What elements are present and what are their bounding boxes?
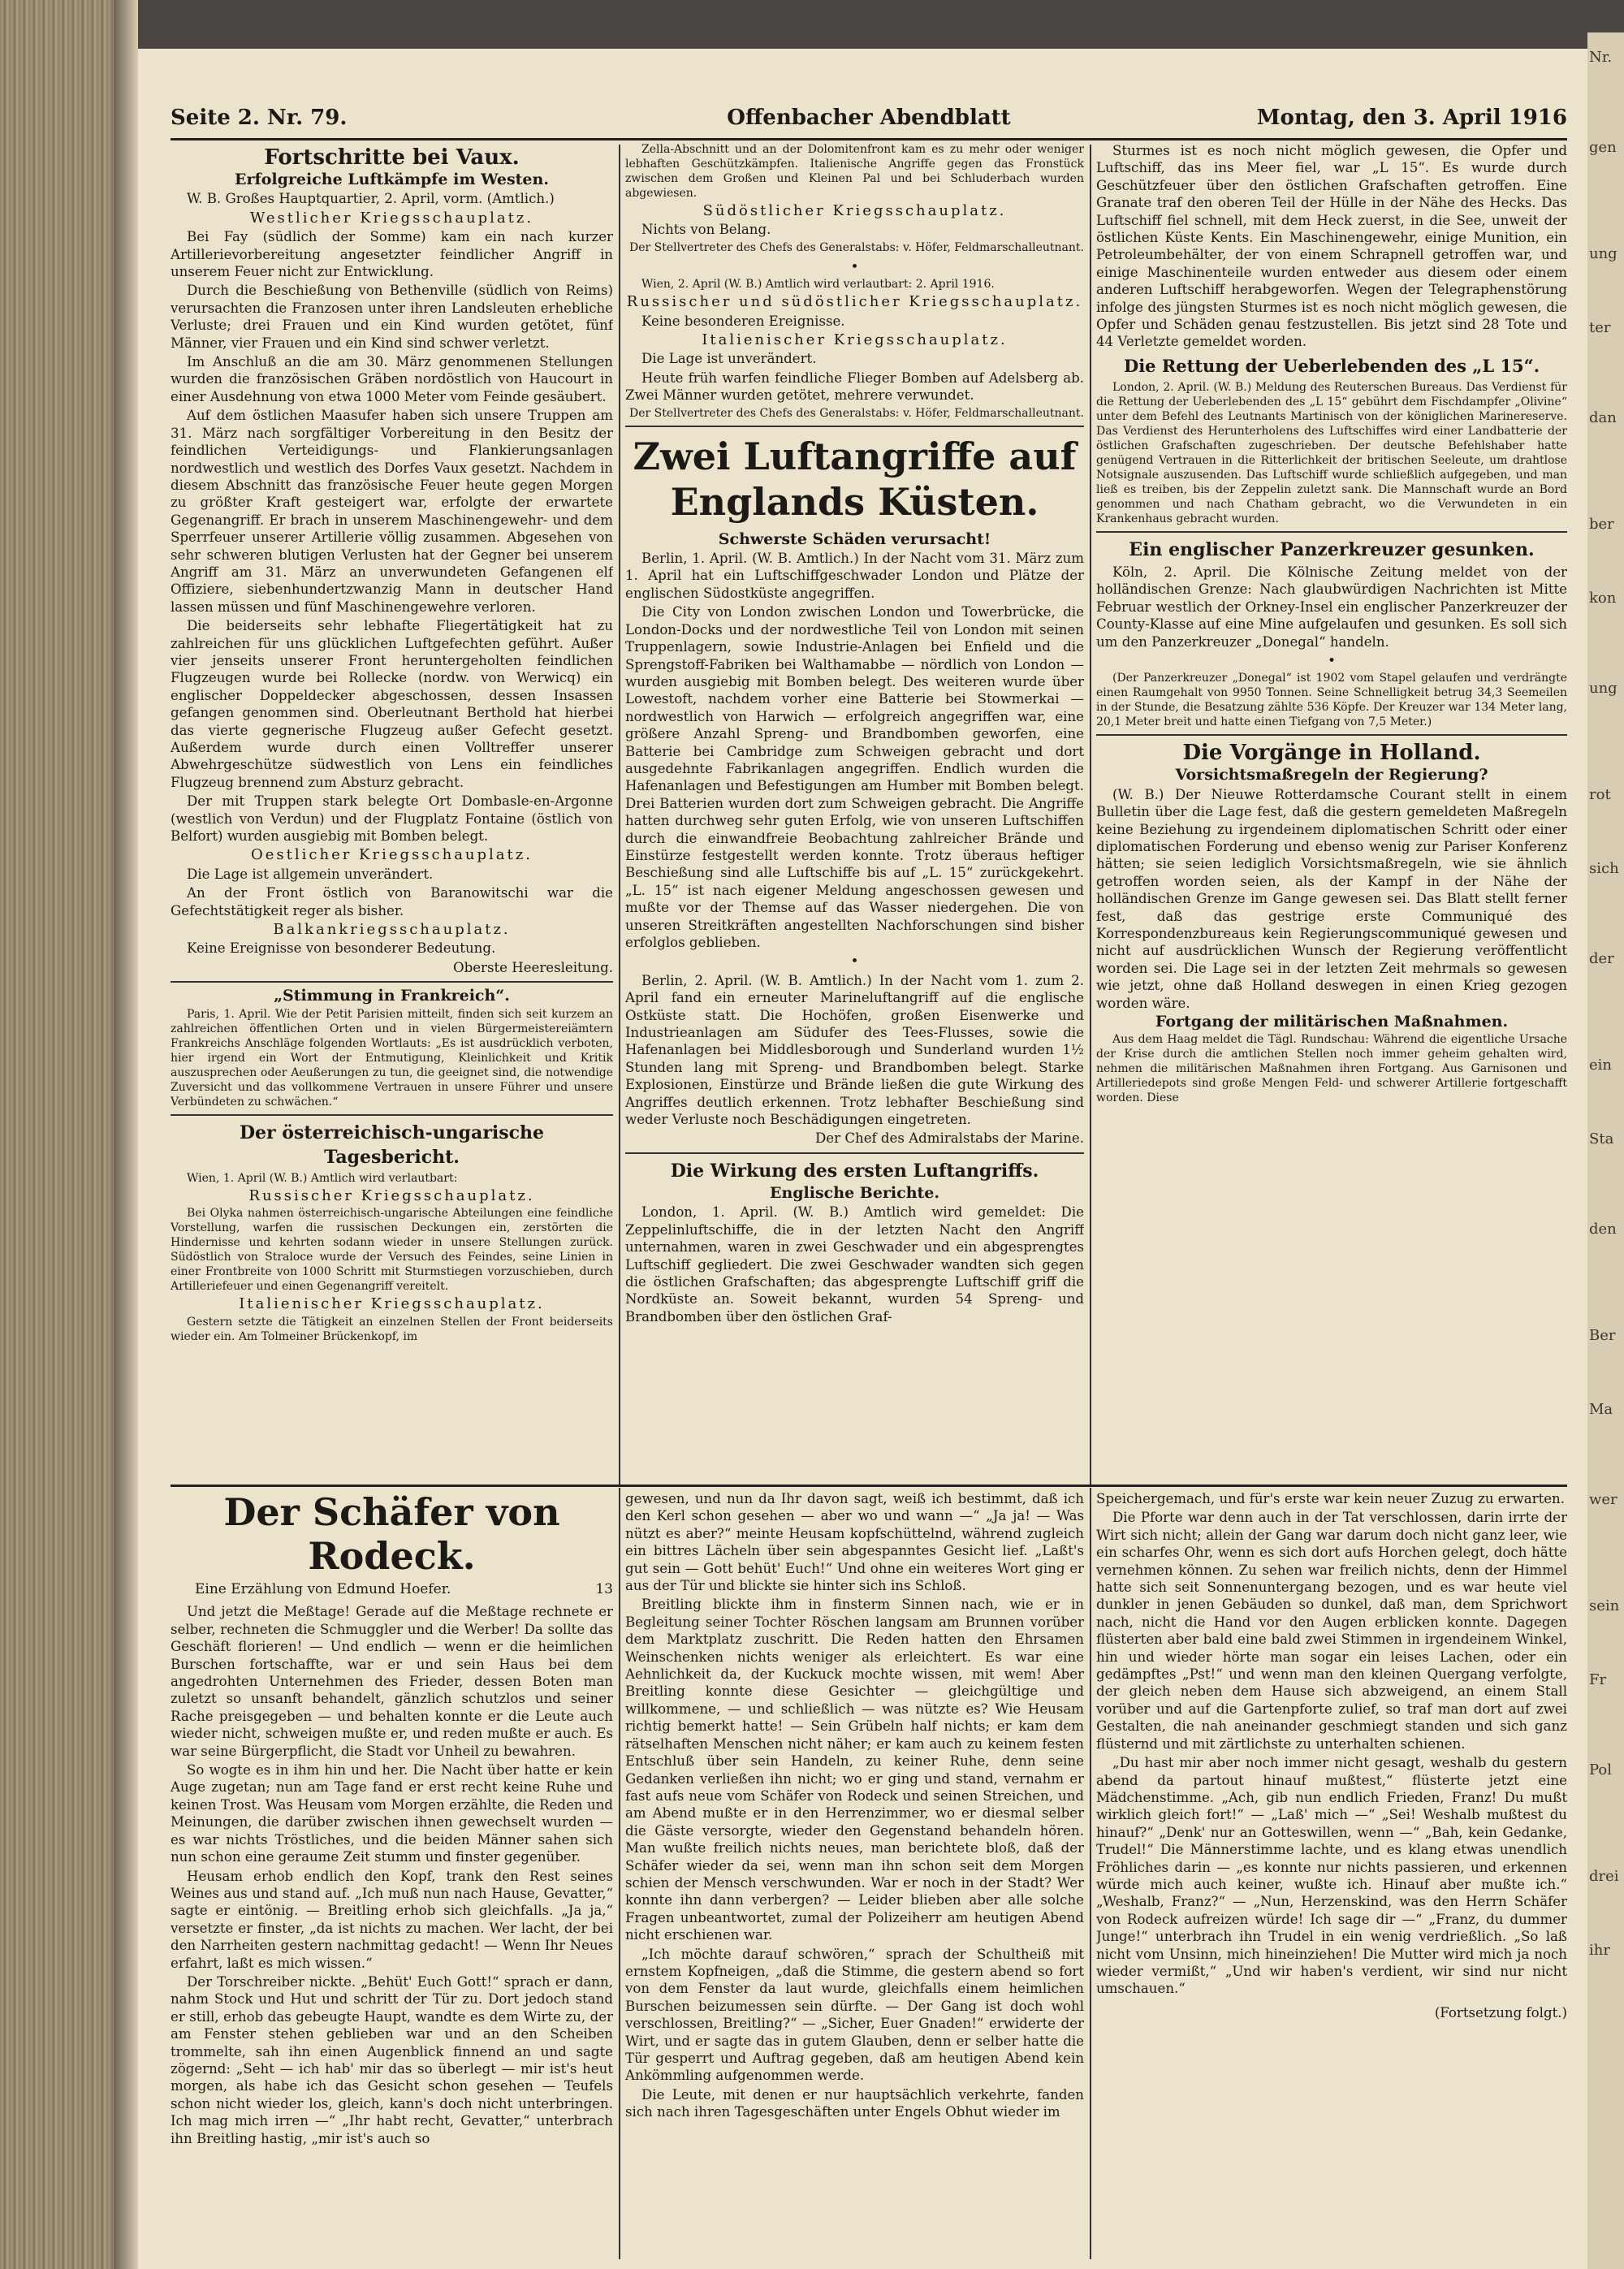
paragraph: Bei Olyka nahmen österreichisch-ungarische Abteilungen eine feindliche Vorstellung, warfen die russischen Deckungen ein, zerstörten die Hindernisse und kehrten sodann wieder in unsere Stellungen zurück. Südöstlich von Straloce wurde der Versuch des Feindes, seine Linien in einer Frontbreite von 1000 Schritt mit Sturmstiegen vorzuschieben, durch Artilleriefeuer und einen Gegenangriff vereitelt.: [171, 1207, 613, 1294]
next-page-fragment: drei: [1589, 1868, 1619, 1885]
section-head: Italienischer Kriegsschauplatz.: [239, 1295, 545, 1313]
serial-rule: [171, 1485, 1567, 1487]
next-page-fragment: Ber: [1589, 1327, 1616, 1344]
masthead: Offenbacher Abendblatt: [727, 106, 1011, 130]
article-title: Die Vorgänge in Holland.: [1182, 741, 1481, 766]
paragraph: Heute früh warfen feindliche Flieger Bomben auf Adelsberg ab. Zwei Männer wurden getötet, mehrere verwundet.: [625, 370, 1084, 404]
next-page-fragment: Pol: [1589, 1761, 1612, 1778]
separator: [1096, 531, 1567, 533]
article-title: Fortschritte bei Vaux.: [264, 145, 520, 170]
separator: [625, 426, 1084, 427]
paragraph: An der Front östlich von Baranowitschi war die Gefechtstätigkeit reger als bisher.: [171, 885, 613, 918]
signature: Oberste Heeresleitung.: [452, 959, 613, 975]
next-page-fragment: ein: [1589, 1057, 1613, 1074]
separator: [171, 981, 613, 983]
next-page-fragment: der: [1589, 950, 1614, 967]
article-title: Ein englischer Panzerkreuzer gesunken.: [1129, 538, 1535, 560]
section-head: Südöstlicher Kriegsschauplatz.: [702, 202, 1007, 219]
paragraph: Bei Fay (südlich der Somme) kam ein nach kurzer Artillerievorbereitung angesetzter feindlicher Angriff in unserem Feuer nicht zur Entwicklung.: [171, 229, 613, 280]
paragraph: Die Lage ist allgemein unverändert.: [187, 866, 434, 882]
paragraph: Sturmes ist es noch nicht möglich gewesen, die Opfer und Luftschiff, das ins Meer fiel, war „L 15“. Es wurde durch Geschützfeuer über den östlichen Grafschaften getroffen. Eine Granate traf den oberen Teil der Hülle in der Nähe des Hecks. Das Luftschiff fiel schnell, mit dem Heck zuerst, in die See, unweit der östlichen Küste Kents. Ein Maschinengewehr, einige Munition, ein Petroleumbehälter, der von einem Schrapnell getroffen war, und einige Maschinenteile wurden entweder aus diesem oder einem anderen Luftschiff herabgeworfen. Wegen der Telegraphenstörung infolge des jüngsten Sturmes ist es noch nicht möglich gewesen, die Opfer und Schäden genau festzustellen. Bis jetzt sind 28 Tote und 44 Verletzte gemeldet worden.: [1096, 143, 1567, 350]
section-head: Balkankriegsschauplatz.: [273, 921, 511, 939]
next-page-fragment: wer: [1589, 1491, 1618, 1508]
paragraph: (Der Panzerkreuzer „Donegal“ ist 1902 vom Stapel gelaufen und verdrängte einen Raumgehalt von 9950 Tonnen. Seine Schnelligkeit betrug 34,3 Seemeilen in der Stunde, die Besatzung zählte 536 Köpfe. Der Kreuzer war 134 Meter lang, 20,1 Meter breit und hatte einen Tiefgang von 7,5 Meter.): [1096, 672, 1567, 729]
next-page-fragment: ihr: [1589, 1942, 1610, 1959]
paragraph: Der Torschreiber nickte. „Behüt' Euch Gott!“ sprach er dann, nahm Stock und Hut und schritt der Tür zu. Dort jedoch stand er still, erhob das gebeugte Haupt, wandte es dem Wirte zu, der am Fenster stehen geblieben war und an den Scheiben trommelte, sah ihn einen Augenblick finnend an und sagte zögernd: „Seht — ich hab' mir das so überlegt — mir ist's heut morgen, als habe ich das Gesicht schon gesehen — Teufels schon nicht wieder los, gleich, kann's doch nicht unterbringen. Ich mag mich irren —“ „Ihr habt recht, Gevatter,“ unterbrach ihn Breitling hastig, „mir ist's auch so: [171, 1973, 613, 2146]
paragraph: Speichergemach, und für's erste war kein neuer Zuzug zu erwarten.: [1096, 1491, 1566, 1506]
article-title: Der österreichisch-ungarische Tagesbericht.: [239, 1122, 545, 1168]
paragraph: Berlin, 2. April. (W. B. Amtlich.) In der Nacht vom 1. zum 2. April fand ein erneuter Marineluftangriff auf die englische Ostküste statt. Die Hochöfen, großen Eisenwerke und Industrieanlagen am Südufer des Tees-Flusses, sowie die Hafenanlagen bei Middlesborough und Sunderland wurden 1½ Stunden lang mit Spreng- und Brandbomben belegt. Starke Explosionen, Einstürze und Brände ließen die gute Wirkung des Angriffes deutlich erkennen. Trotz lebhafter Beschießung sind weder Verluste noch Beschädigungen eingetreten.: [625, 972, 1084, 1128]
next-page-fragment: sein: [1589, 1597, 1620, 1614]
paragraph: Die Pforte war denn auch in der Tat verschlossen, darin irrte der Wirt sich nicht; allein der Gang war darum doch nicht ganz leer, wie ein scharfes Ohr, wenn es sich dort aufs Horchen gelegt, doch hätte vernehmen können. Zu sehen war freilich nichts, denn der Himmel hatte sich seit Sonnenuntergang bezogen, und es war heute viel dunkler in jenen Gebäuden so dunkel, daß man, dem Sprichwort nach, nicht die Hand vor den Augen erblicken konnte. Dagegen flüsterten aber bald eine bald zwei Stimmen in irgendeinem Winkel, hin und wieder hörte man sogar ein leises Lachen, oder ein gedämpftes „Pst!“ und wenn man den kleinen Quergang verfolgte, der gleich neben dem Hause sich abzweigend, an einem Stall vorüber und auf die Gartenpforte zulief, so traf man dort auf zwei Gestalten, die nah aneinander geschmiegt standen und sich ganz flüsternd und mit zärtlichste zu unterhalten schienen.: [1096, 1510, 1567, 1752]
next-page-fragment: den: [1589, 1221, 1617, 1238]
paragraph: London, 1. April. (W. B.) Amtlich wird gemeldet: Die Zeppelinluftschiffe, die in der letzten Nacht den Angriff unternahmen, waren in zwei Geschwader und ein abgesprengtes Luftschiff gegliedert. Die zwei Geschwader wandten sich gegen die östlichen Grafschaften; das abgesprengte Luftschiff griff die Nordküste an. Soweit bekannt, wurden 54 Spreng- und Brandbomben über den östlichen Graf-: [625, 1204, 1084, 1325]
paragraph: Die beiderseits sehr lebhafte Fliegertätigkeit hat zu zahlreichen für uns glücklichen Luftgefechten geführt. Außer vier jenseits unserer Front heruntergeholten feindlichen Flugzeugen wurde bei Rollecke (nordw. von Werwicq) ein englischer Doppeldecker abgeschossen, dessen Insassen gefangen genommen sind. Oberleutnant Berthold hat hierbei das vierte gegnerische Flugzeug außer Gefecht gesetzt. Außerdem wurde durch einen Volltreffer unserer Abwehrgeschütze südwestlich von Lens ein feindliches Flugzeug brennend zum Absturz gebracht.: [171, 618, 613, 790]
next-page-fragment: Sta: [1589, 1130, 1614, 1147]
next-page-fragment: kon: [1589, 590, 1617, 607]
paragraph: Paris, 1. April. Wie der Petit Parisien mitteilt, finden sich seit kurzem an zahlreichen öffentlichen Orten und in vielen Bürgermeistereiämtern Frankreichs Anschläge folgenden Wortlauts: „Es ist ausdrücklich verboten, hier irgend ein Wort der Entmutigung, Kleinlichkeit und Kritik auszusprechen oder Aeußerungen zu tun, die geeignet sind, die notwendige Zuversicht und das vollkommene Vertrauen in unsere Führer und unsere Verbündeten zu schwächen.“: [171, 1007, 613, 1109]
divider-dot: •: [850, 953, 859, 970]
paragraph: (W. B.) Der Nieuwe Rotterdamsche Courant stellt in einem Bulletin über die Lage fest, daß die gestern gemeldeten Maßregeln keine Beziehung zu irgendeinem diplomatischen Schritt oder einer diplomatischen Forderung und ebenso wenig zur Pariser Konferenz hätten; sie seien lediglich Vorsichtsmaßregeln, wie sie ähnlich getroffen worden seien, als der Kampf in der Nähe der holländischen Grenze im Gange gewesen sei. Das Blatt stellt ferner fest, daß das gestrige erste Communiqué des Korrespondenzbureaus kein Regierungscommuniqué gewesen und nicht auf ausdrücklichen Wunsch der Regierung veröffentlicht worden sei. Die Lage sei in der letzten Zeit mehrmals so gewesen wie jetzt, ohne daß Holland deswegen in einen Krieg gezogen worden wäre.: [1096, 786, 1567, 1011]
separator: [171, 1114, 613, 1116]
signature: Der Chef des Admiralstabs der Marine.: [814, 1130, 1084, 1147]
paragraph: Die Lage ist unverändert.: [641, 351, 817, 367]
separator: [1096, 734, 1567, 736]
next-page-fragment: Fr: [1589, 1671, 1607, 1688]
next-page-fragment: gen: [1589, 139, 1617, 156]
paragraph: So wogte es in ihm hin und her. Die Nacht über hatte er kein Auge zugetan; nun am Tage fand er erst recht keine Ruhe und keinen Trost. Was Heusam vom Morgen erzählte, die Reden und Meinungen, die darüber zwischen ihnen gewechselt wurden — es war nichts Tröstliches, und die beiden Männer sahen sich nun schon eine geraume Zeit stumm und finster gegenüber.: [171, 1762, 613, 1865]
next-page-fragment: dan: [1589, 409, 1617, 426]
next-page-fragment: ber: [1589, 516, 1614, 533]
article-title: Die Rettung der Ueberlebenden des „L 15“.: [1123, 355, 1540, 376]
article-subtitle: Vorsichtsmaßregeln der Regierung?: [1175, 766, 1488, 784]
article-subtitle: Englische Berichte.: [769, 1183, 940, 1202]
paragraph: Nichts von Belang.: [641, 222, 771, 238]
paragraph: Gestern setzte die Tätigkeit an einzelnen Stellen der Front beiderseits wieder ein. Am Tolmeiner Brückenkopf, im: [171, 1315, 613, 1343]
paragraph: Keine Ereignisse von besonderer Bedeutung.: [187, 940, 496, 957]
article-title: Die Wirkung des ersten Luftangriffs.: [670, 1160, 1039, 1182]
section-head: Italienischer Kriegsschauplatz.: [702, 331, 1008, 349]
continued-note: (Fortsetzung folgt.): [1434, 2004, 1567, 2020]
paragraph: Und jetzt die Meßtage! Gerade auf die Meßtage rechnete er selber, rechneten die Schmuggler und die Werber! Da sollte das Geschäft florieren! — Und endlich — wenn er die heimlichen Burschen fortschaffte, war er und sein Haus bei dem angedrohten Unternehmen des Frieder, dessen Boten man zuletzt so unsanft behandelt, gänzlich schutzlos und seiner Rache preisgegeben — und behalten konnte er die Leute auch wieder nicht, schweigen mußte er, und reden mußte er auch. Es war seine Bürgerpflicht, die Stadt vor Unheil zu bewahren.: [171, 1604, 613, 1759]
paragraph: Köln, 2. April. Die Kölnische Zeitung meldet von der holländischen Grenze: Nach glaubwürdigen Nachrichten ist Mitte Februar westlich der Orkney-Insel ein englischer Panzerkreuzer der County-Klasse auf eine Mine aufgelaufen und gesunken. Es soll sich um den Panzerkreuzer „Donegal“ handeln.: [1096, 564, 1567, 650]
article-subtitle: Erfolgreiche Luftkämpfe im Westen.: [235, 171, 549, 188]
headline: Zwei Luftangriffe auf Englands Küsten.: [633, 434, 1077, 524]
paragraph: Aus dem Haag meldet die Tägl. Rundschau: Während die eigentliche Ursache der Krise durch die amtlichen Stellen noch immer geheim gehalten wird, nehmen die militärischen Maßnahmen ihren Fortgang. Aus Garnisonen und Artilleriedepots sind große Mengen Feld- und schwerer Artillerie fortgeschafft worden. Diese: [1096, 1033, 1567, 1105]
column-1: [171, 142, 613, 1482]
column-rule: [1090, 145, 1091, 1485]
separator: [625, 1152, 1084, 1154]
next-page-fragment: ter: [1589, 319, 1611, 336]
column-2: [625, 142, 1084, 1482]
binding-edge: [114, 0, 138, 2269]
dateline: Wien, 2. April (W. B.) Amtlich wird verlautbart: 2. April 1916.: [641, 278, 995, 292]
paragraph: Die City von London zwischen London und Towerbrücke, die London-Docks und der nordwestliche Teil von London mit seinen Truppenlagern, sowie Industrie-Anlagen bei Enfield und die Sprengstoff-Fabriken bei Walthamabbe — nördlich von London — wurden ausgiebig mit Bomben belegt. Des weiteren wurde über Lowestoft, nachdem vorher eine Batterie bei Stowmerkai — nordwestlich von Harwich — erfolgreich angegriffen war, eine größere Anzahl Spreng- und Brandbomben geworfen, eine Batterie bei Cambridge zum Schweigen gebracht und dort ausgedehnte Fabrikanlagen angegriffen. Endlich wurden die Hafenanlagen und Befestigungen am Humber mit Bomben belegt. Drei Batterien wurden dort zum Schweigen gebracht. Die Angriffe hatten durchweg sehr guten Erfolg, wie von unseren Luftschiffen durch die einwandfreie Beobachtung zahlreicher Brände und Einstürze festgestellt werden konnte. Trotz überaus heftiger Beschießung sind alle Luftschiffe bis auf „L. 15“ zurückgekehrt. „L. 15“ ist nach eigener Meldung angeschossen gewesen und mußte vor der Themse auf das Wasser niedergehen. Die von unseren Streitkräften angestellten Nachforschungen sind bisher erfolglos geblieben.: [625, 604, 1084, 950]
next-page-fragment: ung: [1589, 245, 1618, 262]
dateline: Wien, 1. April (W. B.) Amtlich wird verlautbart:: [187, 1171, 458, 1185]
section-head: Oestlicher Kriegsschauplatz.: [251, 846, 533, 864]
signature: Der Stellvertreter des Chefs des Generalstabs: v. Höfer, Feldmarschalleutnant.: [628, 240, 1084, 254]
newspaper-page: [138, 49, 1587, 2269]
article-title: „Stimmung in Frankreich“.: [274, 987, 510, 1005]
dateline: W. B. Großes Hauptquartier, 2. April, vorm. (Amtlich.): [187, 191, 555, 207]
next-page-fragment: rot: [1589, 786, 1611, 803]
divider-dot: •: [850, 258, 859, 274]
paragraph: „Du hast mir aber noch immer nicht gesagt, weshalb du gestern abend da partout hinauf mußtest,“ flüsterte jetzt eine Mädchenstimme. „Ach, gib nun endlich Frieden, Franz! Du mußt wirklich gleich fort!“ — „Laß' mich —“ „Sei! Weshalb mußtest du hinauf?“ „Denk' nur an Gotteswillen, wenn —“ „Bah, kein Gedanke, Trudel!“ Die Männerstimme lachte, und es klang etwas unendlich Fröhliches darin — „es konnte nur nichts passieren, und erkennen würde mich auch keiner, wußte ich. Hinauf aber mußte ich.“ „Weshalb, Franz?“ — „Nun, Herzenskind, was den Herrn Schäfer von Rodeck aufreizen würde! Ich sage dir —“ „Franz, du dummer Junge!“ unterbrach ihn Trudel in ein wenig verdrießlich. „So laß nicht vom Unsinn, mich hineinziehen! Die Mutter wird mich ja noch wieder vermißt,“ „Und wir haben's verdient, wir sind nur nicht umschauen.“: [1096, 1755, 1567, 1997]
column-rule: [619, 1488, 620, 2259]
paragraph: Die Leute, mit denen er nur hauptsächlich verkehrte, fanden sich nach ihren Tagesgeschäften unter Engels Obhut wieder im: [625, 2086, 1084, 2120]
serial-byline: [195, 1581, 613, 1598]
column-rule: [619, 145, 620, 1485]
paragraph: London, 2. April. (W. B.) Meldung des Reuterschen Bureaus. Das Verdienst für die Rettung der Ueberlebenden des „L 15“ gebührt dem Fischdampfer „Olivine“ unter dem Befehl des Leutnants Martinisch von der königlichen Marinereserve. Das Verdienst des Herunterholens des Luftschiffes wird einer Landbatterie der östlichen Grafschaften zugeschrieben. Der deutsche Befehlshaber hatte genügend Vertrauen in die Ritterlichkeit der britischen Seeleute, um drahtlose Notsignale auszusenden. Das Luftschiff wurde schließlich aufgegeben, und man ließ es treiben, bis der Zeppelin zuletzt sank. Die Mannschaft wurde an Bord genommen und nach Chatham gebracht, wo die Verwundeten in ein Krankenhaus gebracht wurden.: [1096, 380, 1567, 525]
paragraph: Keine besonderen Ereignisse.: [641, 313, 845, 329]
next-page-fragment: sich: [1589, 860, 1619, 877]
serial-title: Der Schäfer von Rodeck.: [223, 1490, 560, 1578]
section-head: Russischer Kriegsschauplatz.: [248, 1186, 535, 1204]
column-rule: [1090, 1488, 1091, 2259]
section-head: Westlicher Kriegsschauplatz.: [249, 209, 534, 227]
paragraph: Berlin, 1. April. (W. B. Amtlich.) In der Nacht vom 31. März zum 1. April hat ein Luftschiffgeschwader London und Plätze der englischen Südostküste angegriffen.: [625, 551, 1084, 601]
paragraph: Durch die Beschießung von Bethenville (südlich von Reims) verursachten die Franzosen unter ihren Landsleuten erhebliche Verluste; drei Frauen und ein Kind wurden getötet, fünf Männer, vier Frauen und ein Kind sind schwer verletzt.: [171, 283, 613, 351]
page-header: [171, 106, 1567, 140]
headline-sub: Schwerste Schäden verursacht!: [718, 529, 991, 548]
serial-column-1: [171, 1490, 613, 2262]
next-page-edge: [1587, 32, 1624, 2269]
section-head: Russischer und südöstlicher Kriegsschauplatz.: [626, 293, 1083, 311]
section-head: Fortgang der militärischen Maßnahmen.: [1155, 1013, 1509, 1031]
next-page-fragment: Nr.: [1589, 49, 1613, 66]
next-page-fragment: Ma: [1589, 1401, 1613, 1418]
column-3: [1096, 142, 1567, 1482]
issue-date: Montag, den 3. April 1916: [1256, 106, 1567, 130]
paragraph: Zella-Abschnitt und an der Dolomitenfront kam es zu mehr oder weniger lebhaften Geschützkämpfen. Italienische Angriffe gegen das Fronstück zwischen dem Großen und Kleinen Pal und bei Schluderbach wurden abgewiesen.: [625, 143, 1084, 200]
book-binding: [0, 0, 114, 2269]
serial-part-number: 13: [595, 1581, 613, 1597]
paragraph: Breitling blickte ihm in finsterm Sinnen nach, wie er in Begleitung seiner Tochter Röschen langsam am Brunnen vorüber dem Marktplatz zuschritt. Die Reden hatten den Ehrsamen Weinschenken nichts weniger als erleichtert. Es war eine Aehnlichkeit da, der Kuckuck mochte wissen, mit wem! Aber Breitling konnte diese Gesichter — gleichgültige und willkommene, — und schließlich — was nützte es? Wie Heusam richtig bemerkt hatte! — Sein Grübeln half nichts; er kam dem rätselhaften Menschen nicht näher; er kam auch zu keinem festen Entschluß über sein Handeln, zu keiner Ruhe, denn seine Gedanken verließen ihn nicht; wo er ging und stand, vernahm er fast aufs neue vom Schäfer von Rodeck und seinen Streichen, und am Abend mußte er in den Herrenzimmer, wo er diesmal selber die Gäste versorgte, wieder den Gegenstand behandeln hören. Man wußte freilich nichts neues, man berichtete bloß, daß der Schäfer wieder da sei, wenn man ihn schon seit dem Morgen schien der Mensch verschwunden. War er noch in der Stadt? Wer konnte ihn dann verbergen? — Leider blieben aber alle solche Fragen unbeantwortet, zumal der Polizeiherr am heutigen Abend nicht erschienen war.: [625, 1597, 1084, 1943]
serial-author: Eine Erzählung von Edmund Hoefer.: [195, 1581, 451, 1597]
next-page-fragment: ung: [1589, 680, 1618, 697]
signature: Der Stellvertreter des Chefs des Generalstabs: v. Höfer, Feldmarschalleutnant.: [628, 406, 1084, 420]
paragraph: gewesen, und nun da Ihr davon sagt, weiß ich bestimmt, daß ich den Kerl schon gesehen — aber wo und wann —“ „Ja ja! — Was nützt es aber?“ meinte Heusam kopfschüttelnd, während zugleich ein bittres Lächeln über sein abgespanntes Gesicht lief. „Laßt's gut sein — Gott behüt' Euch!“ Und ohne ein weiteres Wort ging er aus der Tür und blickte sie hinter sich ins Schloß.: [625, 1491, 1084, 1594]
serial-column-3: [1096, 1490, 1567, 2262]
paragraph: Auf dem östlichen Maasufer haben sich unsere Truppen am 31. März nach sorgfältiger Vorbereitung in den Besitz der feindlichen Verteidigungs- und Flankierungsanlagen nordwestlich und westlich des Dorfes Vaux gesetzt. Nachdem in diesem Abschnitt das französische Feuer heute gegen Morgen zu größter Kraft gesteigert war, erfolgte der erwartete Gegenangriff. Er brach in unserem Maschinengewehr- und dem Sperrfeuer unserer Artillerie völlig zusammen. Abgesehen von sehr schweren blutigen Verlusten hat der Gegner bei unserem Angriff am 31. März an unverwundeten Gefangenen elf Offiziere, siebenhundertzwanzig Mann in deutscher Hand lassen müssen und fünf Maschinengewehre verloren.: [171, 408, 613, 615]
paragraph: Im Anschluß an die am 30. März genommenen Stellungen wurden die französischen Gräben nordöstlich von Haucourt in einer Ausdehnung von etwa 1000 Meter vom Feinde gesäubert.: [171, 354, 613, 404]
page-number: Seite 2. Nr. 79.: [171, 106, 348, 130]
paragraph: Der mit Truppen stark belegte Ort Dombasle-en-Argonne (westlich von Verdun) und der Flugplatz Fontaine (östlich von Belfort) wurden ausgiebig mit Bomben belegt.: [171, 793, 613, 845]
paragraph: Heusam erhob endlich den Kopf, trank den Rest seines Weines aus und stand auf. „Ich muß nun nach Hause, Gevatter,“ sagte er eintönig. — Breitling erhob sich gleichfalls. „Ja ja,“ versetzte er finster, „da ist nichts zu machen. Wer lacht, der bei den Narrheiten gestern nachmittag gedacht! — Wenn Ihr Neues erfahrt, laßt es mich wissen.“: [171, 1868, 613, 1971]
paragraph: „Ich möchte darauf schwören,“ sprach der Schultheiß mit ernstem Kopfneigen, „daß die Stimme, die gestern abend so fort von dem Fenster da laut wurde, gleichfalls einem heimlichen Burschen beizumessen sein dürfte. — Der Gang ist doch wohl verschlossen, Breitling?“ — „Sicher, Euer Gnaden!“ erwiderte der Wirt, und er sagte das in gutem Glauben, denn er selber hatte die Tür gesperrt und Auftrag gegeben, daß am heutigen Abend kein Ankömmling aufgenommen werde.: [625, 1946, 1084, 2084]
divider-dot: •: [1328, 652, 1336, 668]
serial-column-2: [625, 1490, 1084, 2262]
